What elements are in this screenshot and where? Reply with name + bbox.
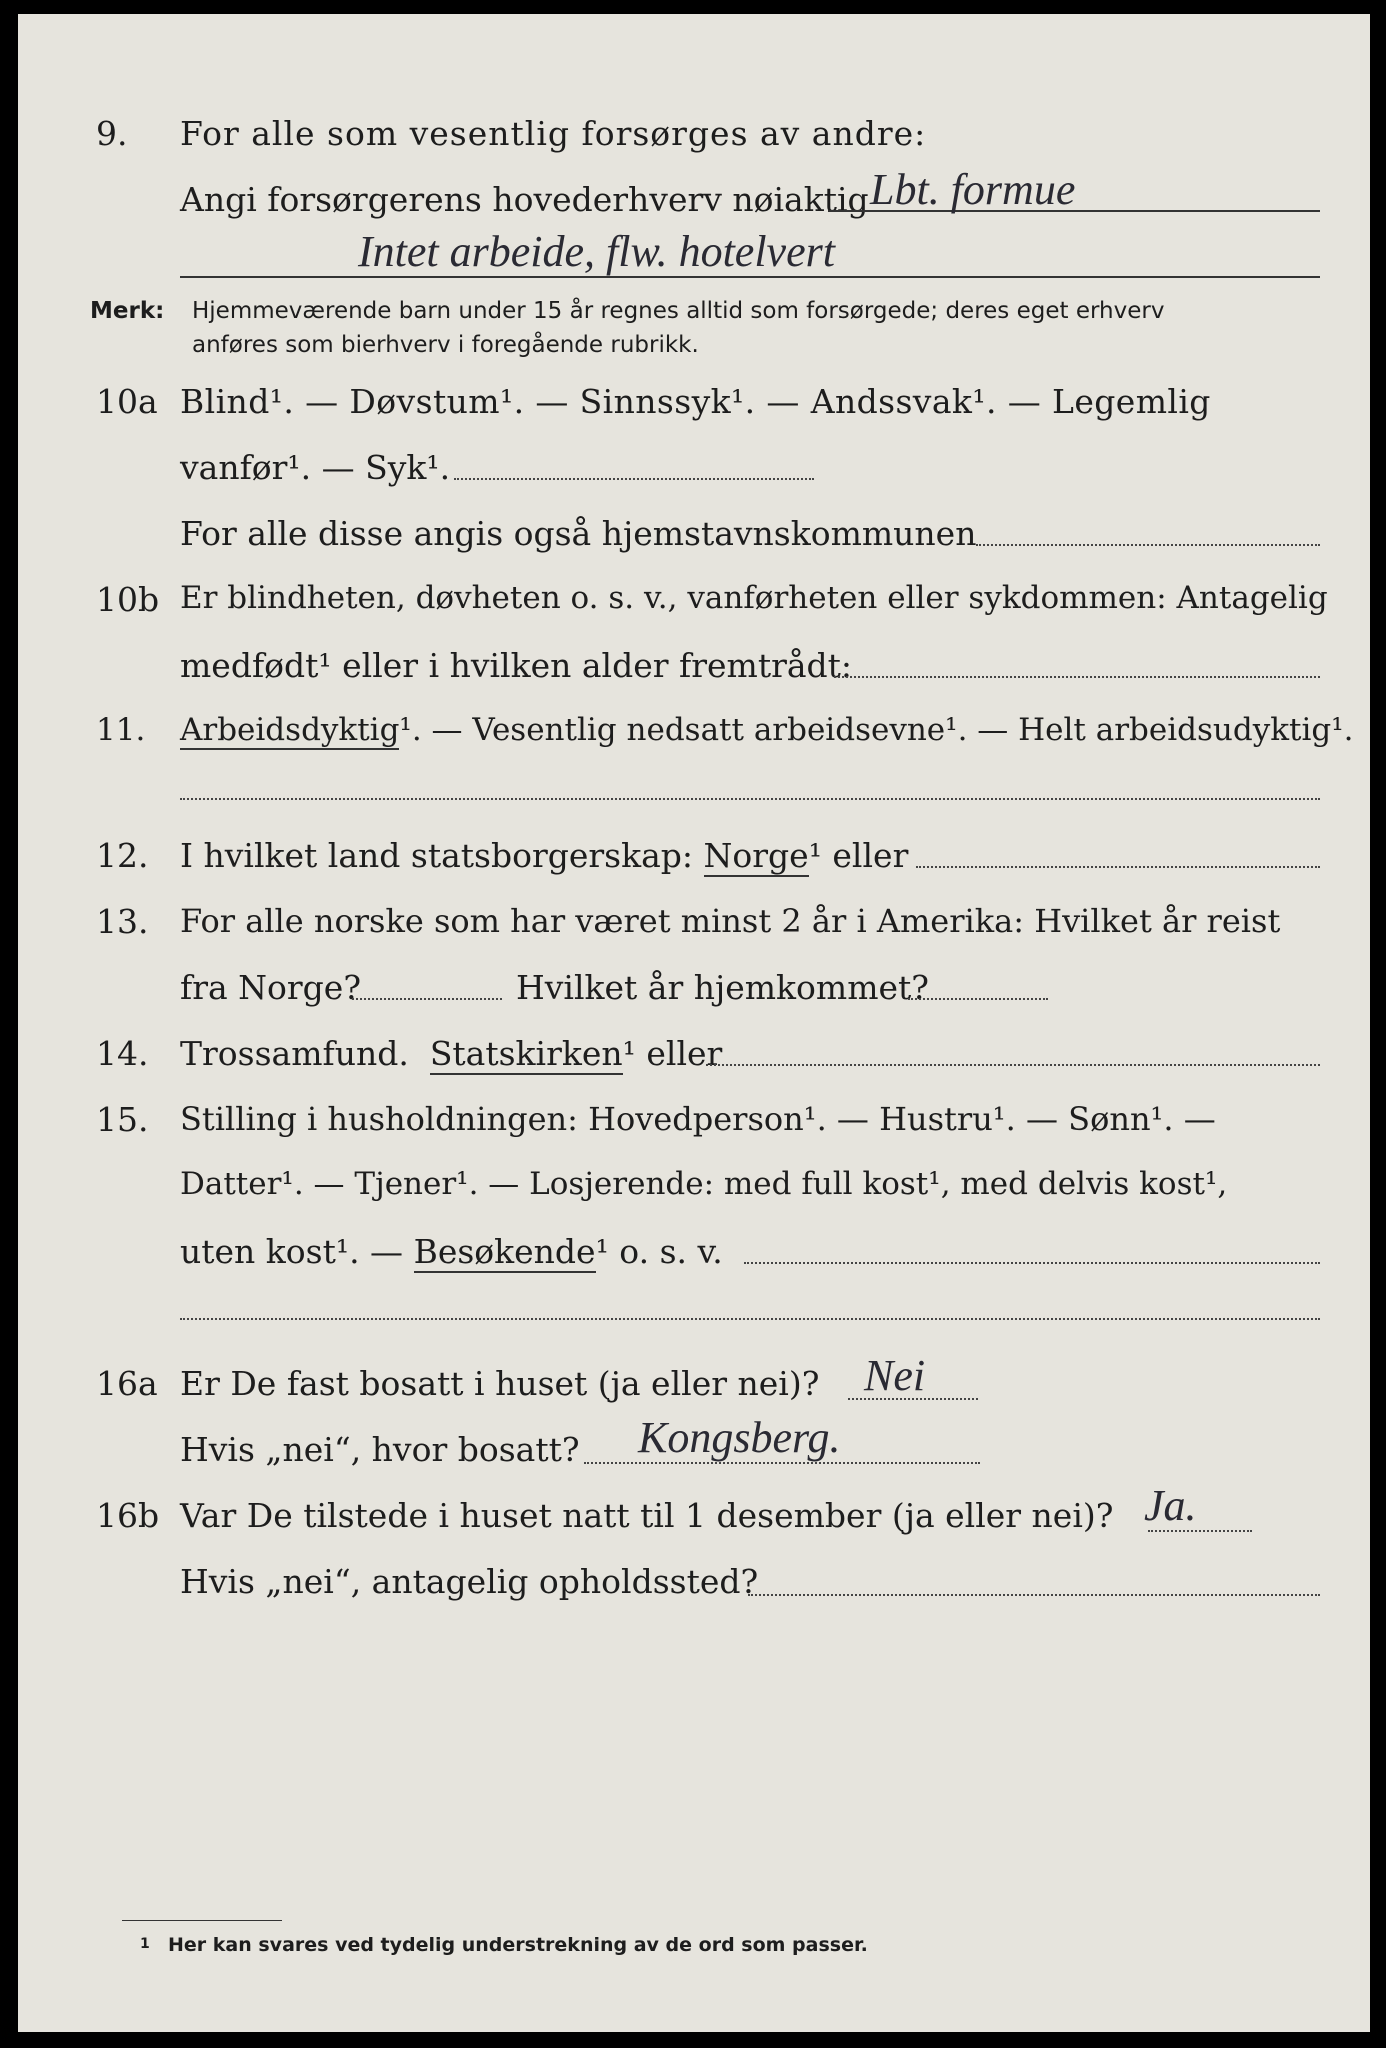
q10a-hjemstavn-line (976, 544, 1320, 546)
q10a-answer-line (454, 478, 814, 480)
q16b-text-line2: Hvis „nei“, antagelig opholdssted? (180, 1562, 759, 1601)
footnote-rule (122, 1920, 282, 1921)
q11-underlined-option: Arbeidsdyktig (180, 712, 400, 748)
q15-answer-line1 (744, 1262, 1320, 1264)
q16b-number: 16b (96, 1496, 160, 1535)
q10b-text-line2: medfødt¹ eller i hvilken alder fremtrådt: (180, 646, 853, 685)
q10b-answer-line (834, 676, 1320, 678)
q10a-text-line1: Blind¹. — Døvstum¹. — Sinnssyk¹. — Andssvak¹. — Legemlig (180, 382, 1211, 421)
q13-text-line2b: Hvilket år hjemkommet? (516, 968, 929, 1007)
footnote-text: Her kan svares ved tydelig understrekning av de ord som passer. (168, 1934, 868, 1956)
q16b-answer-line2 (748, 1594, 1320, 1596)
q12-text (180, 836, 908, 875)
q10a-text-line2: vanfør¹. — Syk¹. (180, 448, 451, 487)
q14-after: ¹ eller (622, 1034, 723, 1073)
q13-hjemkommet-line (908, 998, 1048, 1000)
q15-underlined-option: Besøkende (413, 1232, 596, 1271)
q11-rest: ¹. — Vesentlig nedsatt arbeidsevne¹. — Helt arbeidsudyktig¹. (399, 712, 1354, 748)
q15-number: 15. (96, 1100, 149, 1139)
q12-before: I hvilket land statsborgerskap: (180, 836, 694, 875)
q13-reist-line (352, 998, 502, 1000)
q16a-text-line1: Er De fast bosatt i huset (ja eller nei)? (180, 1364, 820, 1403)
q14-number: 14. (96, 1034, 149, 1073)
census-form-page (18, 14, 1370, 2032)
q15-text-line2: Datter¹. — Tjener¹. — Losjerende: med full kost¹, med delvis kost¹, (180, 1166, 1228, 1202)
q16a-number: 16a (96, 1364, 158, 1403)
q15-text-line3 (180, 1232, 723, 1271)
q15-text-line1: Stilling i husholdningen: Hovedperson¹. — Hustru¹. — Sønn¹. — (180, 1100, 1216, 1138)
q13-number: 13. (96, 902, 149, 941)
q12-answer-line (916, 866, 1320, 868)
q15-line3a: uten kost¹. — (180, 1232, 404, 1271)
merk-text-line1: Hjemmeværende barn under 15 år regnes alltid som forsørgede; deres eget erhverv (192, 298, 1165, 324)
q11-answer-line (180, 798, 1320, 800)
q9-handwritten-answer1: Lbt. formue (870, 165, 1076, 214)
q9-text-line1: For alle som vesentlig forsørges av andre: (180, 114, 927, 153)
q16a-text-line2: Hvis „nei“, hvor bosatt? (180, 1430, 580, 1469)
q15-line3b: ¹ o. s. v. (595, 1232, 723, 1271)
merk-text-line2: anføres som bierhverv i foregående rubrikk. (192, 332, 699, 358)
q10b-number: 10b (96, 580, 160, 619)
q12-after: ¹ eller (808, 836, 909, 875)
q16a-handwritten-answer1: Nei (864, 1351, 926, 1400)
q14-before: Trossamfund. (180, 1034, 409, 1073)
q13-text-line2a: fra Norge? (180, 968, 362, 1007)
q14-underlined-option: Statskirken (429, 1034, 623, 1073)
q12-underlined-option: Norge (703, 836, 809, 875)
q16a-handwritten-answer2: Kongsberg. (638, 1413, 841, 1462)
q9-text-line2: Angi forsørgerens hovederhverv nøiaktig (180, 180, 869, 219)
q15-answer-line2 (180, 1318, 1320, 1320)
q14-answer-line (706, 1064, 1320, 1066)
q16b-handwritten-answer1: Ja. (1144, 1481, 1197, 1530)
q14-text (180, 1034, 722, 1073)
q13-text-line1: For alle norske som har været minst 2 år i Amerika: Hvilket år reist (180, 902, 1281, 940)
q12-number: 12. (96, 836, 149, 875)
footnote-mark: 1 (140, 1936, 150, 1952)
q10b-text-line1: Er blindheten, døvheten o. s. v., vanførheten eller sykdommen: Antagelig (180, 580, 1328, 616)
q16b-text-line1: Var De tilstede i huset natt til 1 desember (ja eller nei)? (180, 1496, 1114, 1535)
merk-label: Merk: (90, 298, 165, 324)
q11-number: 11. (96, 712, 146, 748)
q11-text (180, 712, 1354, 748)
q9-handwritten-answer2: Intet arbeide, flw. hotelvert (358, 227, 835, 276)
q10a-text-line3: For alle disse angis også hjemstavnskommunen (180, 514, 977, 553)
q10a-number: 10a (96, 382, 158, 421)
q9-number: 9. (96, 114, 128, 153)
